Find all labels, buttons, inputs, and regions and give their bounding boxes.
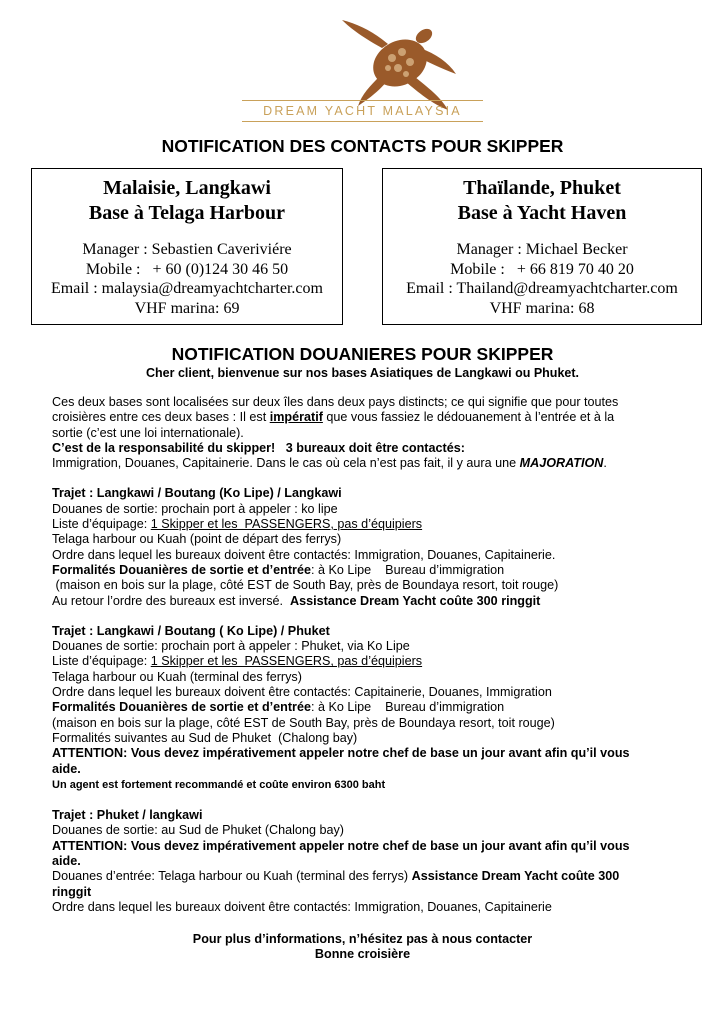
trip-entry: Douanes d’entrée: Telaga harbour ou Kuah (terminal des ferrys) Assistance Dream Yacht coûte 300 — [52, 869, 620, 884]
base-box-phuket — [382, 168, 702, 325]
trip-formal: Formalités Douanières de sortie et d’entrée: à Ko Lipe Bureau d’immigration — [52, 700, 505, 715]
base-vhf: VHF marina: 69 — [134, 299, 240, 317]
trip-line: Ordre dans lequel les bureaux doivent être contactés: Immigration, Douanes, Capitainerie — [52, 899, 552, 914]
base-city: Thaïlande, Phuket — [463, 177, 621, 199]
base-name: Base à Telaga Harbour — [88, 202, 286, 224]
trip-line: Douanes de sortie: au Sud de Phuket (Chalong bay) — [52, 823, 344, 838]
trip-attention: ATTENTION: Vous devez impérativement appeler notre chef de base un jour avant afin qu’il vous — [52, 838, 630, 853]
trip-crew: Liste d’équipage: 1 Skipper et les PASSENGERS, pas d’équipiers — [52, 517, 423, 532]
trip-title: Trajet : Langkawi / Boutang (Ko Lipe) / Langkawi — [52, 486, 342, 501]
base-manager: Manager : Michael Becker — [456, 241, 628, 258]
footer-greeting: Bonne croisière — [314, 947, 411, 962]
base-box-langkawi — [31, 168, 343, 325]
welcome-subtitle: Cher client, bienvenue sur nos bases Asiatiques de Langkawi ou Phuket. — [146, 366, 579, 380]
intro-responsibility: C’est de la responsabilité du skipper! 3 bureaux doit être contactés: — [52, 440, 465, 455]
base-city: Malaisie, Langkawi — [103, 177, 271, 199]
base-email: Email : malaysia@dreamyachtcharter.com — [51, 280, 323, 297]
trip-line: Douanes de sortie: prochain port à appeler : ko lipe — [52, 501, 338, 516]
intro-line: Immigration, Douanes, Capitainerie. Dans le cas où cela n’est pas fait, il y aura une MAJORATION. — [52, 456, 607, 471]
trip-attention: aide. — [52, 761, 81, 776]
intro-line: croisières entre ces deux bases : Il est impératif que vous fassiez le dédouanement à l’entrée et à la — [52, 410, 615, 425]
base-email: Email : Thailand@dreamyachtcharter.com — [406, 280, 678, 297]
trip-line: Ordre dans lequel les bureaux doivent être contactés: Immigration, Douanes, Capitainerie. — [52, 547, 556, 562]
logo-brand-text: DREAM YACHT MALAYSIA — [263, 104, 462, 118]
footer-contact: Pour plus d’informations, n’hésitez pas à nous contacter — [192, 932, 533, 946]
trip-crew: Liste d’équipage: 1 Skipper et les PASSENGERS, pas d’équipiers — [52, 654, 423, 669]
trip-line: Ordre dans lequel les bureaux doivent être contactés: Capitainerie, Douanes, Immigration — [52, 685, 552, 700]
trip-attention: ATTENTION: Vous devez impérativement appeler notre chef de base un jour avant afin qu’il vous — [52, 746, 630, 761]
intro-line: Ces deux bases sont localisées sur deux îles dans deux pays distincts; ce qui signifie que pour toutes — [52, 395, 619, 409]
trip-line: (maison en bois sur la plage, côté EST de South Bay, près de Boundaya resort, toit rouge) — [52, 715, 555, 730]
trip-return: Au retour l’ordre des bureaux est inversé. Assistance Dream Yacht coûte 300 ringgit — [52, 593, 541, 608]
logo-rule-bottom — [242, 121, 483, 122]
trip-line: Telaga harbour ou Kuah (point de départ des ferrys) — [52, 532, 342, 547]
base-name: Base à Yacht Haven — [457, 202, 627, 224]
customs-content — [52, 395, 692, 915]
trip-title: Trajet : Phuket / langkawi — [52, 808, 203, 823]
page-title: NOTIFICATION DES CONTACTS POUR SKIPPER — [161, 136, 564, 156]
footer — [0, 932, 725, 963]
base-mobile: Mobile : + 60 (0)124 30 46 50 — [85, 260, 289, 278]
base-vhf: VHF marina: 68 — [489, 299, 595, 317]
base-mobile: Mobile : + 66 819 70 40 20 — [450, 260, 634, 278]
trip-formal: Formalités Douanières de sortie et d’entrée: à Ko Lipe Bureau d’immigration — [52, 562, 505, 577]
dream-yacht-logo — [240, 18, 485, 124]
logo-rule-top — [242, 100, 483, 101]
trip-agent: Un agent est fortement recommandé et coûte environ 6300 baht — [52, 778, 386, 791]
trip-line: (maison en bois sur la plage, côté EST de South Bay, près de Boundaya resort, toit rouge) — [52, 578, 559, 593]
customs-title: NOTIFICATION DOUANIERES POUR SKIPPER — [171, 344, 554, 364]
base-manager: Manager : Sebastien Caveriviére — [82, 241, 292, 258]
trip-entry: ringgit — [52, 884, 92, 899]
trip-title: Trajet : Langkawi / Boutang ( Ko Lipe) / Phuket — [52, 623, 330, 638]
trip-line: Telaga harbour ou Kuah (terminal des ferrys) — [52, 669, 302, 684]
trip-line: Douanes de sortie: prochain port à appeler : Phuket, via Ko Lipe — [52, 639, 410, 654]
intro-line: sortie (c’est une loi internationale). — [52, 425, 244, 440]
trip-attention: aide. — [52, 854, 81, 869]
trip-line: Formalités suivantes au Sud de Phuket (Chalong bay) — [52, 730, 358, 745]
